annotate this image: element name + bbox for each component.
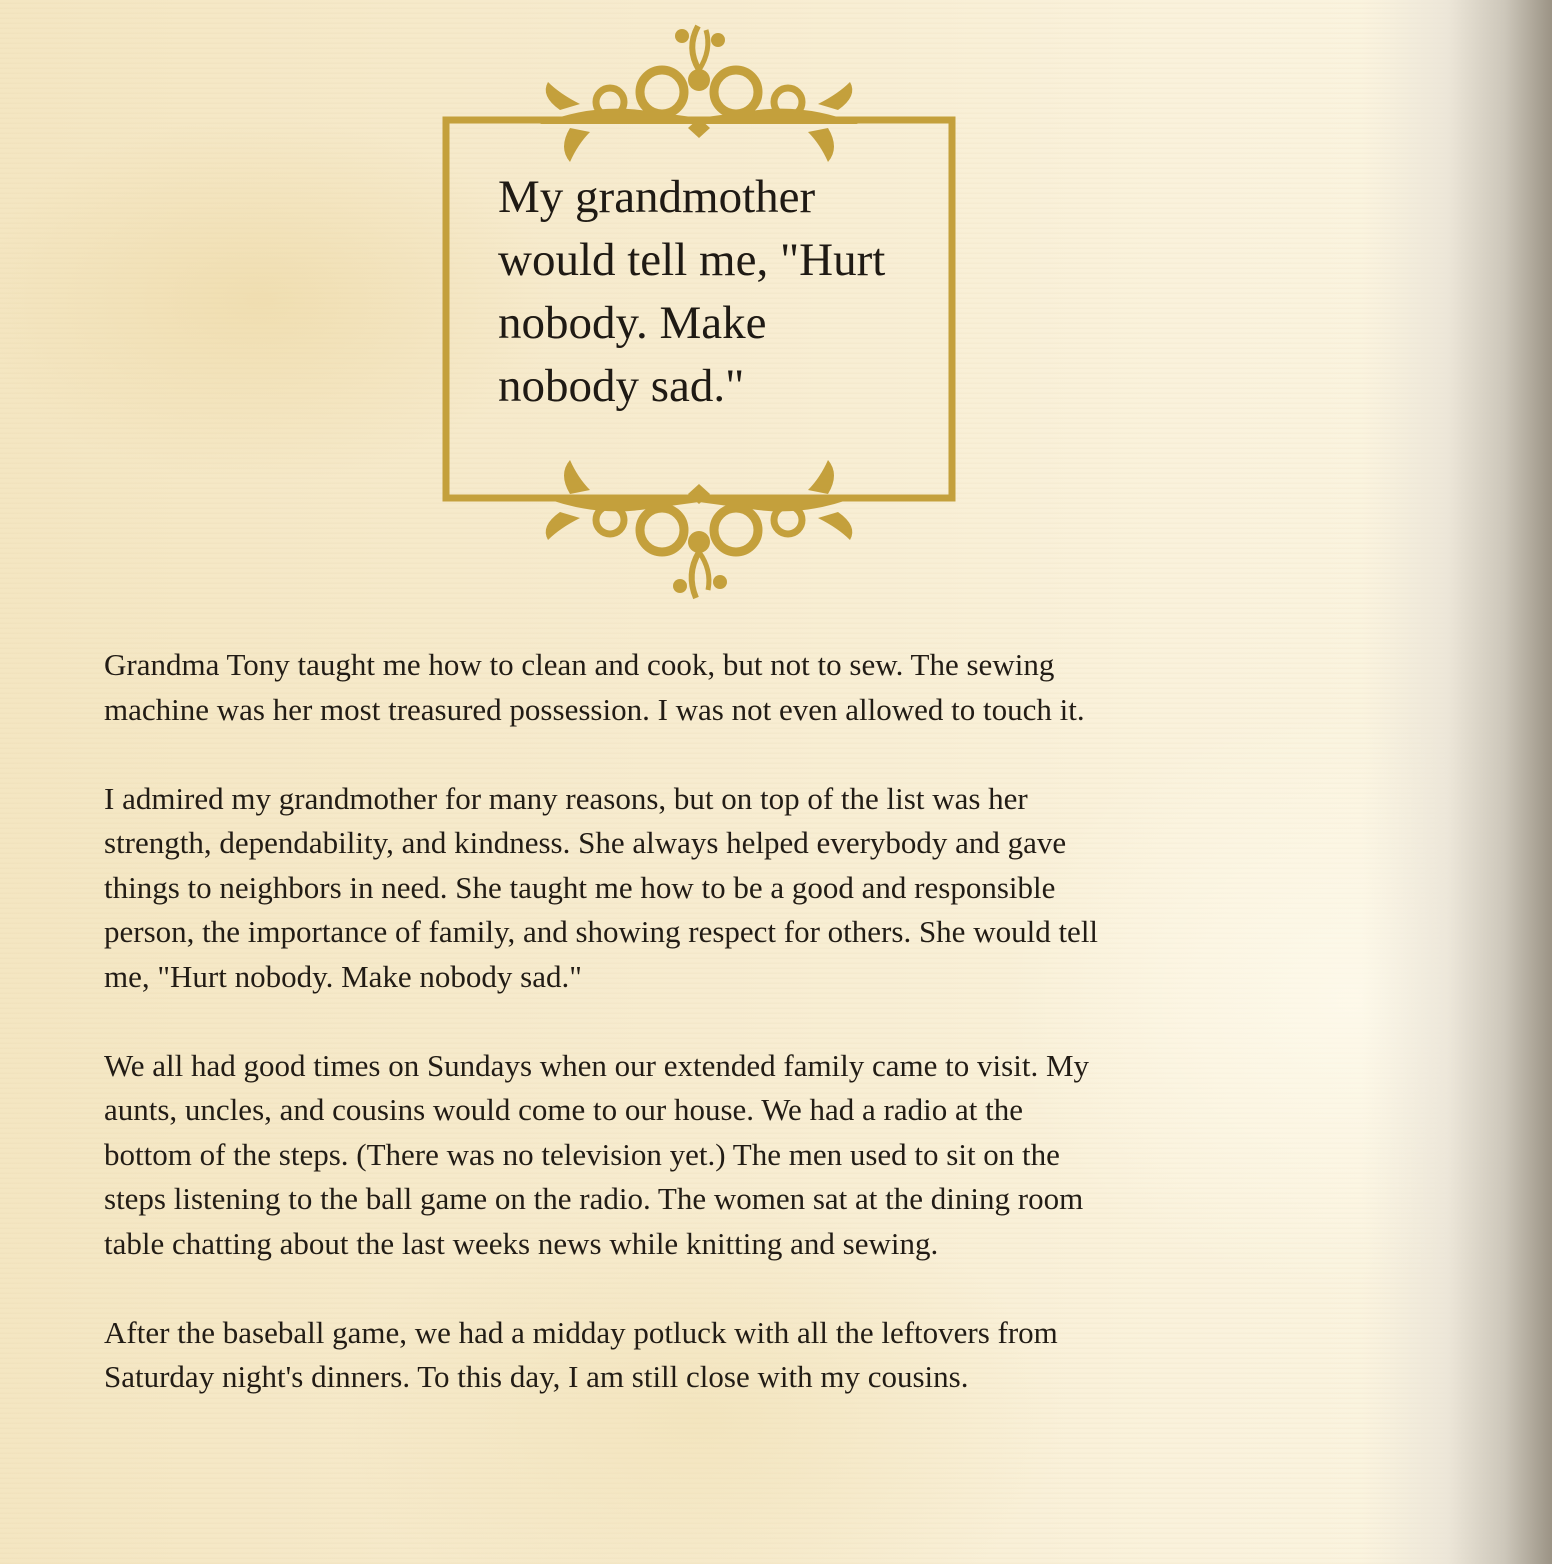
story-body <box>104 643 1284 1444</box>
paragraph: We all had good times on Sundays when our extended family came to visit. My aunts, uncles, and cousins would come to our house. We had a radio at the bottom of the steps. (There was no television yet.) The men used to sit on the steps listening to the ball game on the radio. The women sat at the dining room table chatting about the last weeks news while knitting and sewing. <box>104 1047 1090 1261</box>
page-edge-shadow <box>1362 0 1552 1564</box>
paragraph: I admired my grandmother for many reasons, but on top of the list was her strength, dependability, and kindness. She always helped everybody and gave things to neighbors in need. She taught me how to be a good and responsible person, the importance of family, and showing respect for others. She would tell me, "Hurt nobody. Make nobody sad." <box>104 780 1099 994</box>
bottom-ornament-icon <box>540 460 858 598</box>
paragraph: Grandma Tony taught me how to clean and cook, but not to sew. The sewing machine was her most treasured possession. I was not even allowed to touch it. <box>104 647 1085 727</box>
paragraph: After the baseball game, we had a midday potluck with all the leftovers from Saturday night's dinners. To this day, I am still close with my cousins. <box>104 1314 1058 1394</box>
pull-quote: My grandmother would tell me, "Hurt nobody. Make nobody sad." <box>498 171 886 412</box>
top-ornament-icon <box>540 26 858 162</box>
